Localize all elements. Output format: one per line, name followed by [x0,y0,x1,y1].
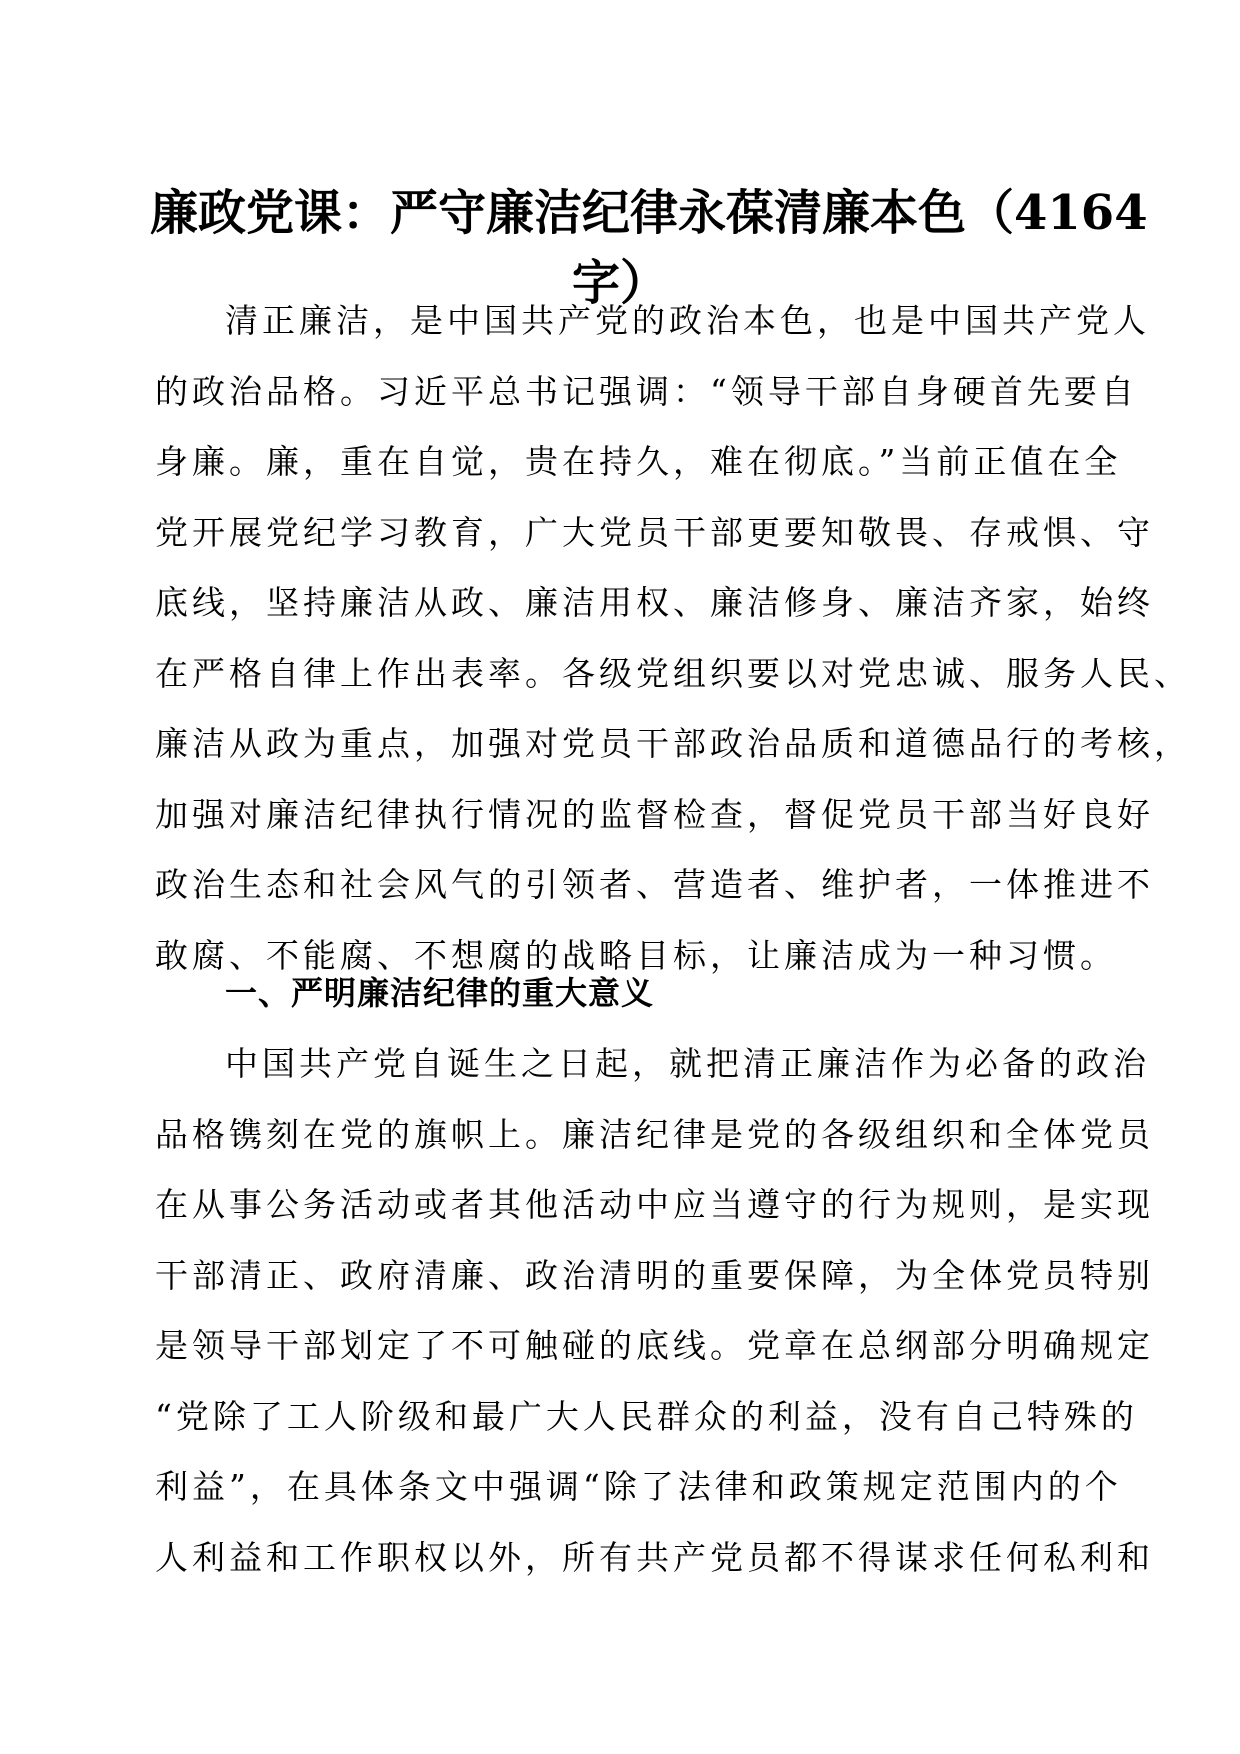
paragraph-line: 品格镌刻在党的旗帜上。廉洁纪律是党的各级组织和全体党员 [155,1114,1154,1154]
paragraph-line: 加强对廉洁纪律执行情况的监督检查，督促党员干部当好良好 [155,794,1154,834]
paragraph-line: 清正廉洁，是中国共产党的政治本色，也是中国共产党人 [225,301,1150,340]
paragraph-line: 廉洁从政为重点，加强对党员干部政治品质和道德品行的考核， [155,724,1191,763]
section-heading: 一、严明廉洁纪律的重大意义 [225,974,655,1012]
intro-paragraph [155,286,1191,991]
paragraph-line: 的政治品格。习近平总书记强调：“领导干部自身硬首先要自 [155,371,1138,411]
paragraph-line: 在严格自律上作出表率。各级党组织要以对党忠诚、服务人民、 [155,653,1191,693]
section-paragraph [155,1029,1154,1593]
title-line-1: 廉政党课：严守廉洁纪律永葆清廉本色（4164 [150,185,1148,241]
paragraph-line: 是领导干部划定了不可触碰的底线。党章在总纲部分明确规定 [155,1326,1154,1365]
paragraph-line: 人利益和工作职权以外，所有共产党员都不得谋求任何私利和 [155,1537,1154,1577]
paragraph-line: 在从事公务活动或者其他活动中应当遵守的行为规则，是实现 [155,1185,1154,1224]
paragraph-line: 利益”，在具体条文中强调“除了法律和政策规定范围内的个 [155,1467,1122,1506]
title-line-2: 字） [571,255,668,311]
paragraph-line: 政治生态和社会风气的引领者、营造者、维护者，一体推进不 [155,865,1154,904]
paragraph-line: 敢腐、不能腐、不想腐的战略目标，让廉洁成为一种习惯。 [155,935,1117,975]
paragraph-line: 身廉。廉，重在自觉，贵在持久，难在彻底。”当前正值在全 [155,442,1122,481]
paragraph-line: 干部清正、政府清廉、政治清明的重要保障，为全体党员特别 [155,1255,1154,1295]
paragraph-line: 底线，坚持廉洁从政、廉洁用权、廉洁修身、廉洁齐家，始终 [155,583,1154,622]
paragraph-line: “党除了工人阶级和最广大人民群众的利益，没有自己特殊的 [155,1396,1138,1436]
paragraph-line: 党开展党纪学习教育，广大党员干部更要知敬畏、存戒惧、守 [155,512,1154,552]
paragraph-line: 中国共产党自诞生之日起，就把清正廉洁作为必备的政治 [225,1044,1150,1083]
